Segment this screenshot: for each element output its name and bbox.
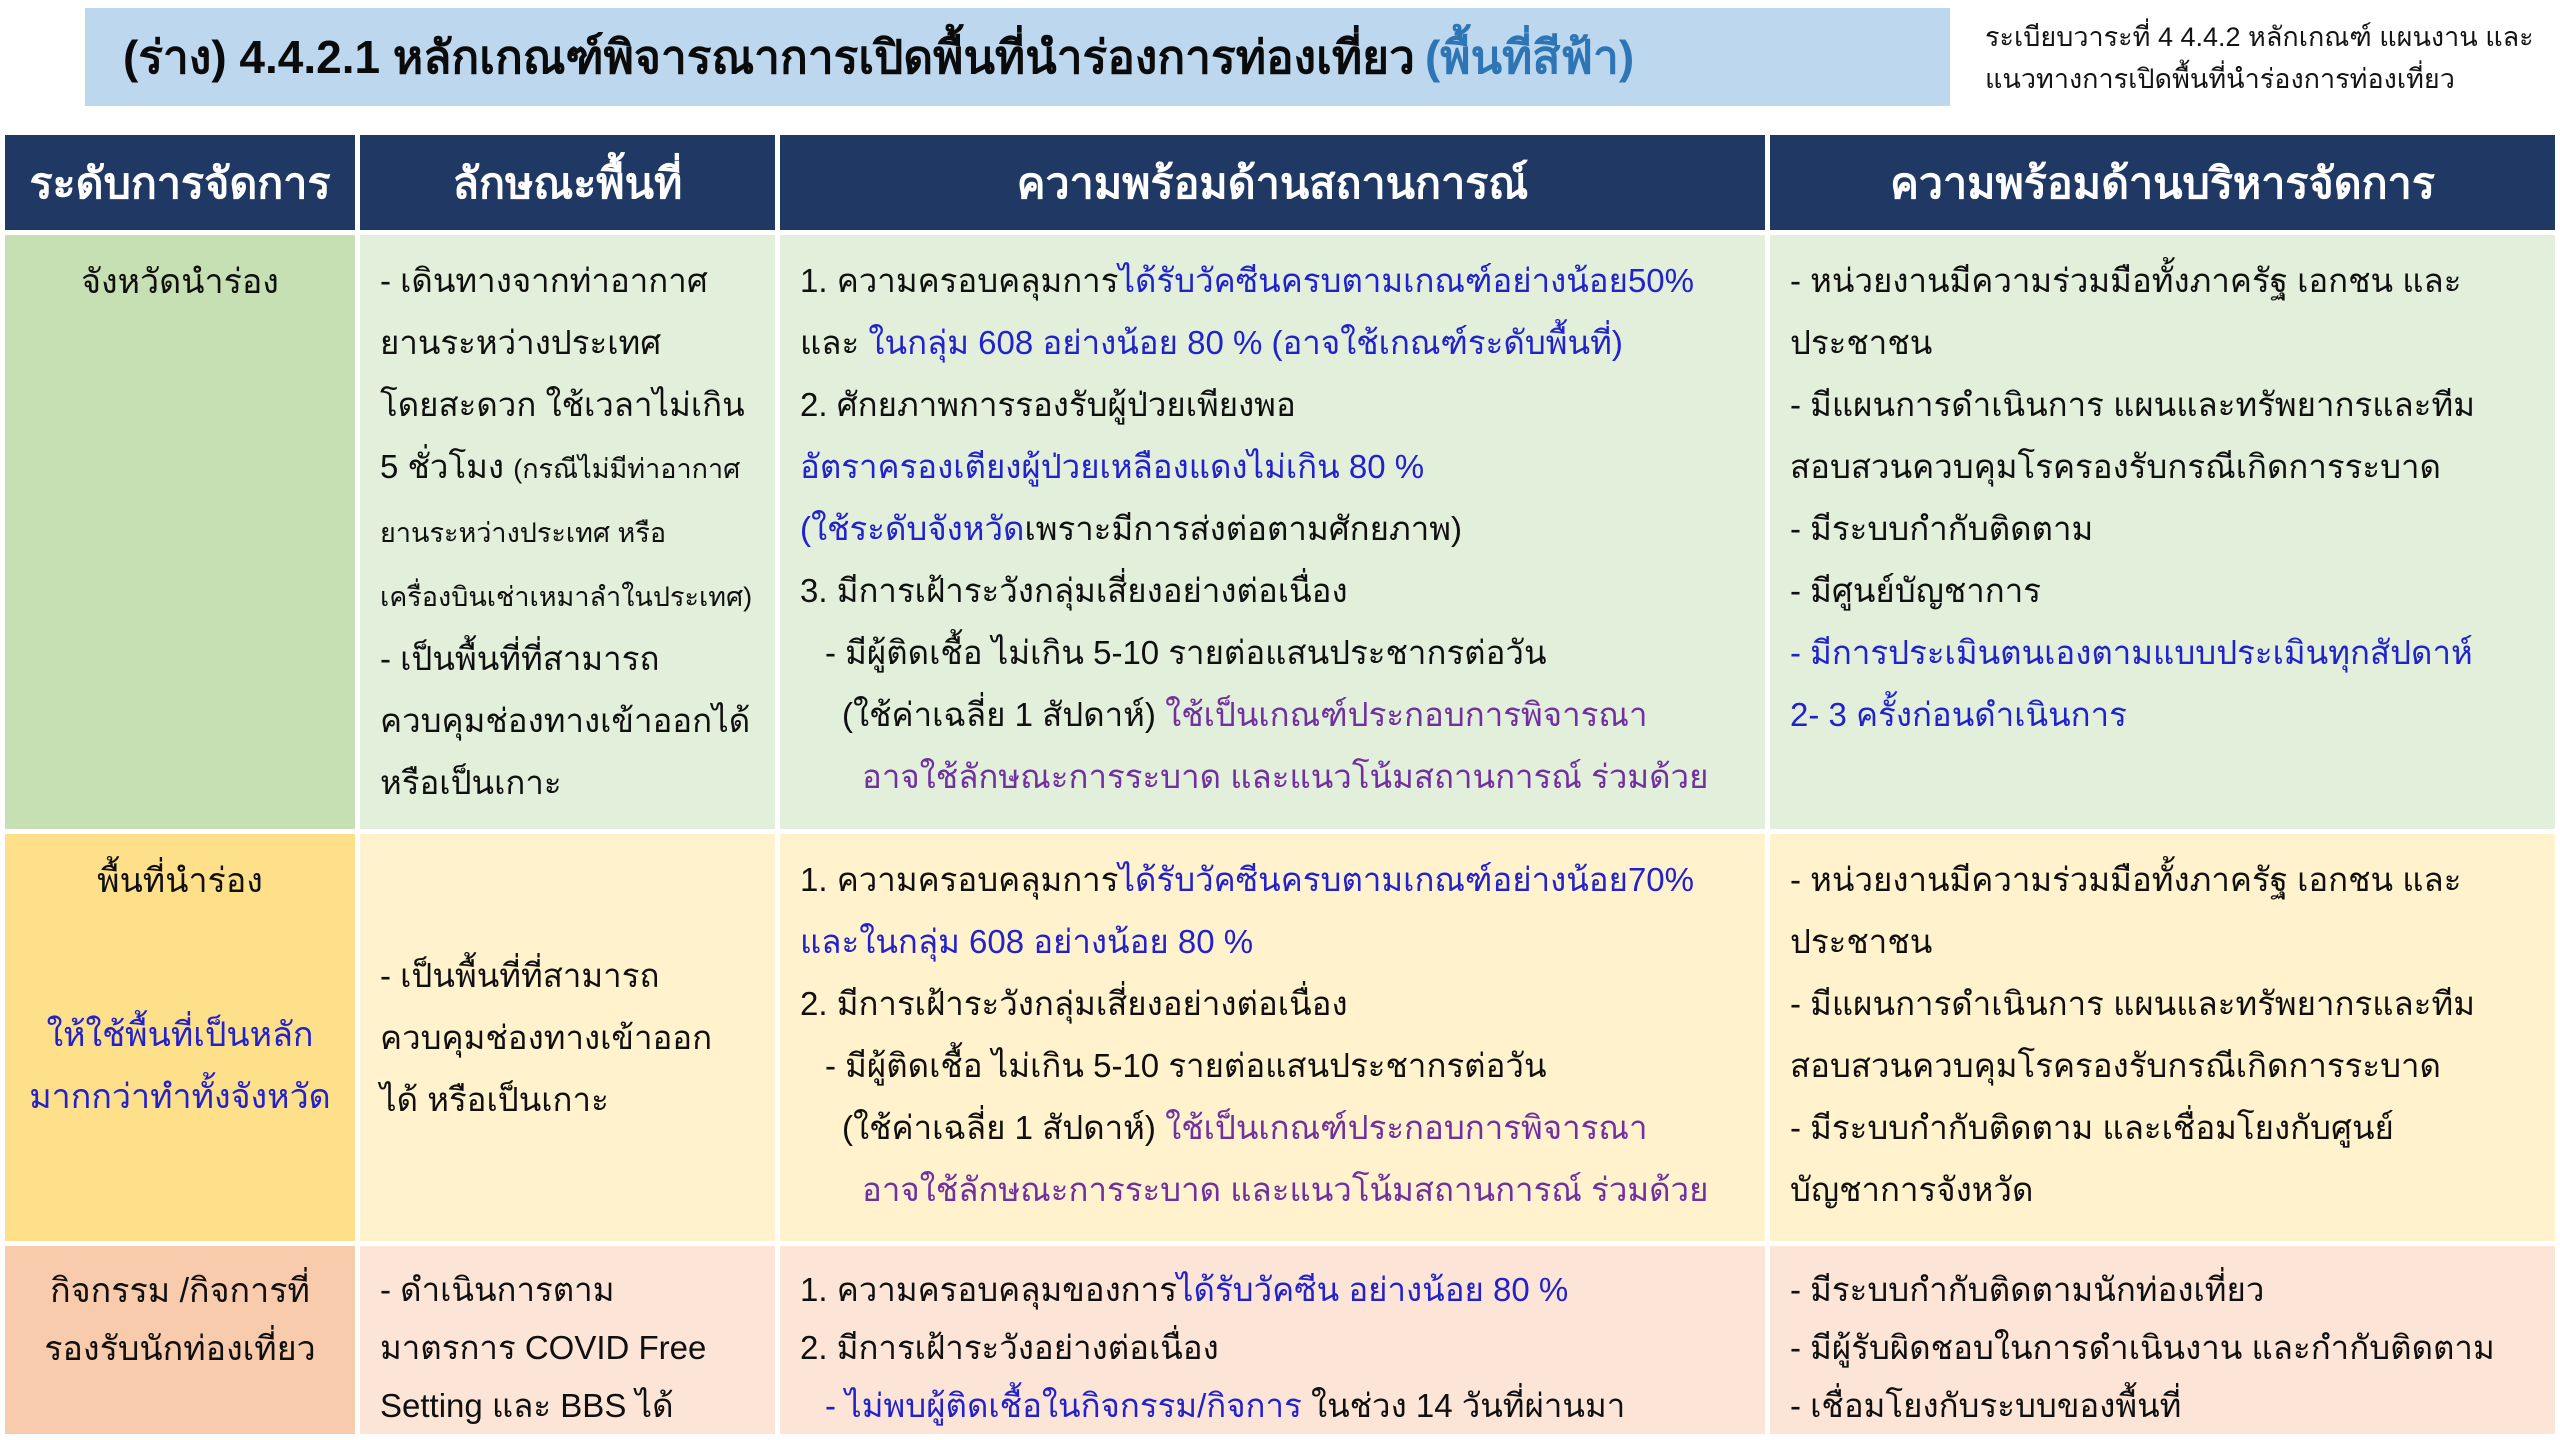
cell-row3-area: - ดำเนินการตาม มาตรการ COVID Free Setting และ BBS ได้ [360,1246,775,1434]
cell-row2-level: พื้นที่นำร่อง ให้ใช้พื้นที่เป็นหลัก มากกว่าทำทั้งจังหวัด [5,834,355,1241]
cell-row1-situation: 1. ความครอบคลุมการได้รับวัคซีนครบตามเกณฑ์อย่างน้อย50% และ ในกลุ่ม 608 อย่างน้อย 80 % (อาจใช้เกณฑ์ระดับพื้นที่) 2. ศักยภาพการรองรับผู้ป่วยเพียงพอ อัตราครองเตียงผู้ป่วยเหลืองแดงไม่เกิน 80 % (ใช้ระดับจังหวัดเพราะมีการส่งต่อตามศักยภาพ) 3. มีการเฝ้าระวังกลุ่มเสี่ยงอย่างต่อเนื่อง - มีผู้ติดเชื้อ ไม่เกิน 5-10 รายต่อแสนประชากรต่อวัน (ใช้ค่าเฉลี่ย 1 สัปดาห์) ใช้เป็นเกณฑ์ประกอบการพิจารณา อาจใช้ลักษณะการระบาด และแนวโน้มสถานการณ์ ร่วมด้วย [780,235,1765,829]
agenda-note-line2: แนวทางการเปิดพื้นที่นำร่องการท่องเที่ยว [1985,64,2455,94]
cell-row2-management: - หน่วยงานมีความร่วมมือทั้งภาครัฐ เอกชน และ ประชาชน - มีแผนการดำเนินการ แผนและทรัพยากรและทีม สอบสวนควบคุมโรครองรับกรณีเกิดการระบาด - มีระบบกำกับติดตาม และเชื่อมโยงกับศูนย์ บัญชาการจังหวัด [1770,834,2555,1241]
slide-title-bar [85,8,1950,106]
agenda-note [1985,16,2555,100]
header-administration-readiness: ความพร้อมด้านบริหารจัดการ [1770,135,2555,230]
cell-row3-situation: 1. ความครอบคลุมของการได้รับวัคซีน อย่างน้อย 80 % 2. มีการเฝ้าระวังอย่างต่อเนื่อง - ไม่พบผู้ติดเชื้อในกิจกรรม/กิจการ ในช่วง 14 วันที่ผ่านมา [780,1246,1765,1434]
cell-row3-management: - มีระบบกำกับติดตามนักท่องเที่ยว - มีผู้รับผิดชอบในการดำเนินงาน และกำกับติดตาม - เชื่อมโยงกับระบบของพื้นที่ [1770,1246,2555,1434]
slide-title: (ร่าง) 4.4.2.1 หลักเกณฑ์พิจารณาการเปิดพื้นที่นำร่องการท่องเที่ยว [123,30,1415,83]
criteria-table [0,135,2560,1440]
header-area-characteristics: ลักษณะพื้นที่ [360,135,775,230]
slide-title-highlight: (พื้นที่สีฟ้า) [1424,30,1635,83]
cell-row1-area: - เดินทางจากท่าอากาศ ยานระหว่างประเทศ โดยสะดวก ใช้เวลาไม่เกิน 5 ชั่วโมง (กรณีไม่มีท่าอากาศ ยานระหว่างประเทศ หรือ เครื่องบินเช่าเหมาลำในประเทศ) - เป็นพื้นที่ที่สามารถ ควบคุมช่องทางเข้าออกได้ หรือเป็นเกาะ [360,235,775,829]
cell-row1-level: จังหวัดนำร่อง [5,235,355,829]
header-management-level: ระดับการจัดการ [5,135,355,230]
cell-row2-area: - เป็นพื้นที่ที่สามารถ ควบคุมช่องทางเข้าออก ได้ หรือเป็นเกาะ [360,834,775,1241]
header-situation-readiness: ความพร้อมด้านสถานการณ์ [780,135,1765,230]
cell-row1-management: - หน่วยงานมีความร่วมมือทั้งภาครัฐ เอกชน และ ประชาชน - มีแผนการดำเนินการ แผนและทรัพยากรและทีม สอบสวนควบคุมโรครองรับกรณีเกิดการระบาด - มีระบบกำกับติดตาม - มีศูนย์บัญชาการ - มีการประเมินตนเองตามแบบประเมินทุกสัปดาห์ 2- 3 ครั้งก่อนดำเนินการ [1770,235,2555,829]
cell-row3-level: กิจกรรม /กิจการที่ รองรับนักท่องเที่ยว [5,1246,355,1434]
agenda-note-line1: ระเบียบวาระที่ 4 4.4.2 หลักเกณฑ์ แผนงาน และ [1985,22,2534,52]
cell-row2-situation: 1. ความครอบคลุมการได้รับวัคซีนครบตามเกณฑ์อย่างน้อย70% และในกลุ่ม 608 อย่างน้อย 80 % 2. มีการเฝ้าระวังกลุ่มเสี่ยงอย่างต่อเนื่อง - มีผู้ติดเชื้อ ไม่เกิน 5-10 รายต่อแสนประชากรต่อวัน (ใช้ค่าเฉลี่ย 1 สัปดาห์) ใช้เป็นเกณฑ์ประกอบการพิจารณา อาจใช้ลักษณะการระบาด และแนวโน้มสถานการณ์ ร่วมด้วย [780,834,1765,1241]
